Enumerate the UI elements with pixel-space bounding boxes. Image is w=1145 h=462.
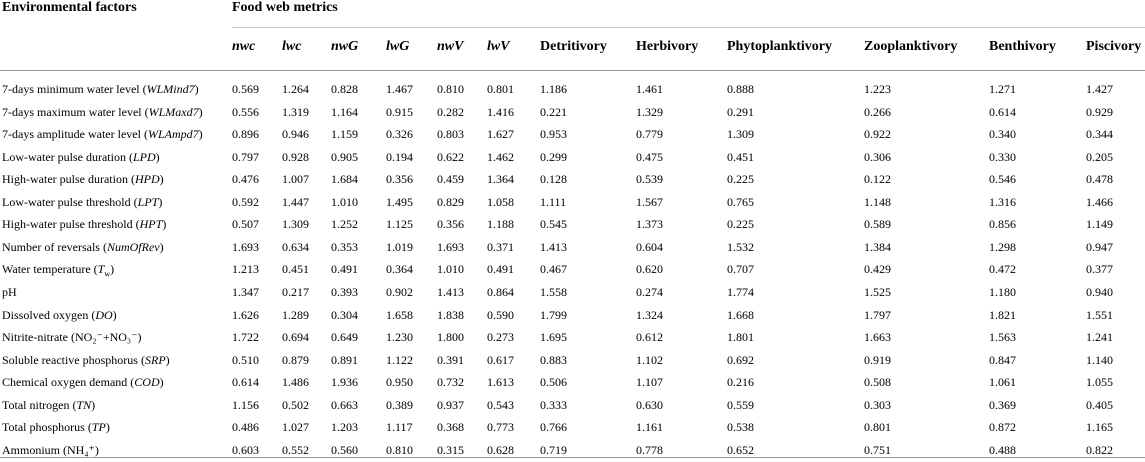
- table-cell: 0.368: [437, 420, 464, 435]
- table-cell: 1.140: [1086, 352, 1113, 367]
- row-label: [2, 285, 17, 299]
- table-cell: 0.612: [636, 330, 663, 345]
- column-header: Herbivory: [636, 39, 699, 54]
- column-header: Detritivory: [540, 39, 607, 54]
- table-cell: 0.810: [386, 442, 413, 457]
- factor-name: Low-water pulse threshold: [2, 194, 131, 209]
- table-row: [0, 101, 1145, 124]
- table-cell: 1.264: [282, 82, 309, 96]
- factor-name: Low-water pulse duration: [2, 149, 126, 164]
- header-divider: [232, 27, 1145, 28]
- table-cell: 0.371: [487, 239, 514, 254]
- table-cell: 0.946: [282, 127, 309, 142]
- table-cell: 0.953: [540, 127, 567, 142]
- table-cell: 1.627: [487, 127, 514, 142]
- table-cell: 0.797: [232, 149, 259, 164]
- table-cell: 0.569: [232, 82, 259, 96]
- table-cell: 0.344: [1086, 127, 1113, 142]
- table-row: [0, 236, 1145, 259]
- column-header: nwV: [437, 39, 464, 54]
- table-cell: 0.560: [331, 442, 358, 457]
- column-header: nwG: [331, 39, 359, 54]
- table-cell: 0.306: [864, 149, 891, 164]
- factor-name: 7-days maximum water level: [2, 104, 142, 119]
- table-cell: 0.476: [232, 172, 259, 187]
- table-cell: 1.486: [282, 375, 309, 390]
- row-label: Number of reversals (NumOfRev): [2, 239, 164, 254]
- table-cell: 1.102: [636, 352, 663, 367]
- table-cell: 1.055: [1086, 375, 1113, 390]
- table-cell: 0.766: [540, 420, 567, 435]
- column-header: Benthivory: [989, 39, 1056, 54]
- row-label: High-water pulse duration (HPD): [2, 172, 164, 187]
- table-cell: 1.319: [282, 104, 309, 119]
- row-label: [2, 443, 99, 457]
- table-row: [0, 281, 1145, 304]
- table-cell: 1.821: [989, 307, 1016, 322]
- table-cell: 1.058: [487, 194, 514, 209]
- factor-abbreviation: HPD: [134, 172, 160, 187]
- table-cell: 1.309: [727, 127, 754, 142]
- row-label: 7-days maximum water level (WLMaxd7): [2, 104, 203, 119]
- table-row: [0, 78, 1145, 101]
- table-cell: 1.230: [386, 330, 413, 345]
- table-cell: 0.508: [864, 375, 891, 390]
- table-cell: 0.649: [331, 330, 358, 345]
- factor-abbreviation: SRP: [144, 352, 166, 367]
- table-cell: 0.273: [487, 330, 514, 345]
- table-cell: 1.010: [437, 262, 464, 277]
- table-cell: 1.122: [386, 352, 413, 367]
- table-cell: 1.252: [331, 217, 358, 232]
- table-cell: 0.356: [386, 172, 413, 187]
- table-cell: 0.303: [864, 397, 891, 412]
- table-cell: 0.391: [437, 352, 464, 367]
- table-cell: 0.340: [989, 127, 1016, 142]
- table-cell: 1.107: [636, 375, 663, 390]
- table-cell: 0.122: [864, 172, 891, 187]
- table-cell: 1.347: [232, 284, 259, 299]
- table-cell: 0.304: [331, 307, 358, 322]
- table-cell: 0.694: [282, 330, 309, 345]
- table-cell: 0.801: [487, 82, 514, 96]
- column-header: nwc: [232, 39, 256, 54]
- table-cell: 0.614: [989, 104, 1016, 119]
- factor-name: pH: [2, 284, 17, 299]
- factor-abbreviation: TN: [76, 397, 92, 412]
- table-cell: 1.188: [487, 217, 514, 232]
- table-cell: 0.922: [864, 127, 891, 142]
- table-cell: 0.940: [1086, 284, 1113, 299]
- table-cell: 1.613: [487, 375, 514, 390]
- table-cell: 0.506: [540, 375, 567, 390]
- table-cell: 1.462: [487, 149, 514, 164]
- table-cell: 1.061: [989, 375, 1016, 390]
- table-bottom-rule: [0, 457, 1145, 458]
- table-cell: 1.693: [232, 239, 259, 254]
- table-cell: 1.180: [989, 284, 1016, 299]
- table-cell: 0.488: [989, 442, 1016, 457]
- row-label: High-water pulse threshold (HPT): [2, 217, 167, 232]
- row-label: Total nitrogen (TN): [2, 397, 96, 412]
- table-cell: 1.413: [437, 284, 464, 299]
- table-cell: 0.891: [331, 352, 358, 367]
- table-row: [0, 394, 1145, 417]
- row-label: Dissolved oxygen (DO): [2, 307, 117, 322]
- table-cell: 0.315: [437, 442, 464, 457]
- table-cell: 0.856: [989, 217, 1016, 232]
- table-row: [0, 213, 1145, 236]
- table-cell: 1.797: [864, 307, 891, 322]
- table-cell: 0.546: [989, 172, 1016, 187]
- table-cell: 0.919: [864, 352, 891, 367]
- table-cell: 0.707: [727, 262, 754, 277]
- table-cell: 0.225: [727, 217, 754, 232]
- table-cell: 1.413: [540, 239, 567, 254]
- table-cell: 1.111: [540, 194, 567, 209]
- table-cell: 1.161: [636, 420, 663, 435]
- table-cell: 1.019: [386, 239, 413, 254]
- table-cell: 0.692: [727, 352, 754, 367]
- table-cell: 1.774: [727, 284, 754, 299]
- table-cell: 0.603: [232, 442, 259, 457]
- table-cell: 0.937: [437, 397, 464, 412]
- table-cell: 1.525: [864, 284, 891, 299]
- column-header: lwc: [282, 39, 302, 54]
- table-cell: 0.393: [331, 284, 358, 299]
- column-header: Zooplanktivory: [864, 39, 958, 54]
- row-label: Chemical oxygen demand (COD): [2, 375, 164, 390]
- factor-abbreviation: LPT: [137, 194, 159, 209]
- table-cell: 1.007: [282, 172, 309, 187]
- row-label: Soluble reactive phosphorus (SRP): [2, 352, 170, 367]
- table-cell: 0.929: [1086, 104, 1113, 119]
- row-label: 7-days minimum water level (WLMind7): [2, 82, 199, 96]
- table-header-top: [0, 0, 1145, 27]
- table-cell: 0.377: [1086, 262, 1113, 277]
- table-row: [0, 439, 1145, 462]
- table-cell: 0.472: [989, 262, 1016, 277]
- factor-abbreviation-subscript: w: [104, 269, 111, 279]
- table-cell: 1.271: [989, 82, 1016, 96]
- table-cell: 0.779: [636, 127, 663, 142]
- table-cell: 1.551: [1086, 307, 1113, 322]
- table-cell: 1.027: [282, 420, 309, 435]
- table-cell: 0.502: [282, 397, 309, 412]
- table-cell: 0.905: [331, 149, 358, 164]
- factor-name: Water temperature: [2, 262, 91, 277]
- table-cell: 0.266: [864, 104, 891, 119]
- table-cell: 0.299: [540, 149, 567, 164]
- table-cell: 1.149: [1086, 217, 1113, 232]
- table-cell: 0.879: [282, 352, 309, 367]
- table-cell: 0.486: [232, 420, 259, 435]
- table-cell: 1.384: [864, 239, 891, 254]
- table-cell: 0.539: [636, 172, 663, 187]
- table-cell: 1.309: [282, 217, 309, 232]
- row-label: Low-water pulse threshold (LPT): [2, 194, 163, 209]
- table-cell: 0.947: [1086, 239, 1113, 254]
- factor-abbreviation: NumOfRev: [106, 239, 160, 254]
- table-cell: 0.543: [487, 397, 514, 412]
- table-cell: 0.778: [636, 442, 663, 457]
- table-cell: 1.373: [636, 217, 663, 232]
- table-cell: 0.507: [232, 217, 259, 232]
- table-cell: 0.389: [386, 397, 413, 412]
- table-cell: 1.466: [1086, 194, 1113, 209]
- table-row: [0, 146, 1145, 169]
- table-cell: 1.427: [1086, 82, 1113, 96]
- table-cell: 1.658: [386, 307, 413, 322]
- table-cell: 1.936: [331, 375, 358, 390]
- table-cell: 1.558: [540, 284, 567, 299]
- table-cell: 0.330: [989, 149, 1016, 164]
- table-cell: 0.478: [1086, 172, 1113, 187]
- table-cell: 1.298: [989, 239, 1016, 254]
- table-cell: 0.765: [727, 194, 754, 209]
- factor-name: Total phosphorus: [2, 420, 85, 435]
- table-cell: 0.751: [864, 442, 891, 457]
- table-cell: 0.559: [727, 397, 754, 412]
- table-cell: 1.532: [727, 239, 754, 254]
- table-row: [0, 349, 1145, 372]
- table-cell: 0.590: [487, 307, 514, 322]
- table-cell: 0.592: [232, 194, 259, 209]
- table-row: [0, 326, 1145, 349]
- table-cell: 0.217: [282, 284, 309, 299]
- table-cell: 1.316: [989, 194, 1016, 209]
- factor-name: Nitrite-nitrate: [2, 330, 68, 345]
- table-cell: 0.773: [487, 420, 514, 435]
- factor-name: Total nitrogen: [2, 397, 70, 412]
- table-cell: 1.223: [864, 82, 891, 96]
- table-cell: 0.801: [864, 420, 891, 435]
- factor-name: High-water pulse duration: [2, 172, 128, 187]
- table-cell: 0.205: [1086, 149, 1113, 164]
- table-row: [0, 304, 1145, 327]
- factor-abbreviation: WLMind7: [146, 82, 195, 96]
- table-cell: 0.620: [636, 262, 663, 277]
- table-cell: 0.545: [540, 217, 567, 232]
- food-web-metrics-header: Food web metrics: [232, 0, 338, 15]
- table-cell: 1.159: [331, 127, 358, 142]
- factor-name: 7-days amplitude water level: [2, 127, 141, 142]
- table-cell: 1.213: [232, 262, 259, 277]
- table-row: [0, 191, 1145, 214]
- table-cell: 0.221: [540, 104, 567, 119]
- table-cell: 0.369: [989, 397, 1016, 412]
- factor-abbreviation: DO: [95, 307, 113, 322]
- table-cell: 1.447: [282, 194, 309, 209]
- factor-abbreviation: TP: [91, 420, 106, 435]
- table-cell: 1.495: [386, 194, 413, 209]
- table-cell: 0.822: [1086, 442, 1113, 457]
- table-cell: 0.604: [636, 239, 663, 254]
- table-cell: 1.329: [636, 104, 663, 119]
- row-label: Water temperature $(T_w)$: [2, 262, 115, 279]
- table-cell: 1.324: [636, 307, 663, 322]
- table-cell: 0.510: [232, 352, 259, 367]
- table-cell: 0.225: [727, 172, 754, 187]
- table-row: [0, 168, 1145, 191]
- table-cell: 1.241: [1086, 330, 1113, 345]
- table-row: [0, 123, 1145, 146]
- table-cell: 1.203: [331, 420, 358, 435]
- table-cell: 1.117: [386, 420, 413, 435]
- factor-abbreviation: HPT: [139, 217, 163, 232]
- table-cell: 0.896: [232, 127, 259, 142]
- table-cell: 1.461: [636, 82, 663, 96]
- table-cell: 0.353: [331, 239, 358, 254]
- table-cell: 0.491: [331, 262, 358, 277]
- table-cell: 1.567: [636, 194, 663, 209]
- table-cell: 1.467: [386, 82, 413, 96]
- table-cell: 0.589: [864, 217, 891, 232]
- table-cell: 1.010: [331, 194, 358, 209]
- table-cell: 0.902: [386, 284, 413, 299]
- table-cell: 1.838: [437, 307, 464, 322]
- row-label: [2, 330, 141, 344]
- table-cell: 0.950: [386, 375, 413, 390]
- row-label: Total phosphorus (TP): [2, 420, 110, 435]
- factor-abbreviation: COD: [134, 375, 160, 390]
- table-cell: 0.719: [540, 442, 567, 457]
- table-cell: 0.282: [437, 104, 464, 119]
- table-cell: 0.128: [540, 172, 567, 187]
- table-cell: 1.800: [437, 330, 464, 345]
- table-cell: 0.451: [282, 262, 309, 277]
- table-cell: 0.475: [636, 149, 663, 164]
- table-cell: 0.405: [1086, 397, 1113, 412]
- column-header: Phytoplanktivory: [727, 39, 833, 54]
- table-cell: 0.864: [487, 284, 514, 299]
- table-cell: 1.156: [232, 397, 259, 412]
- table-cell: 0.491: [487, 262, 514, 277]
- table-cell: 0.333: [540, 397, 567, 412]
- factor-abbreviation: WLAmpd7: [147, 127, 199, 142]
- table-cell: 0.622: [437, 149, 464, 164]
- column-header: lwG: [386, 39, 410, 54]
- factor-name: Number of reversals: [2, 239, 100, 254]
- table-row: [0, 258, 1145, 281]
- table-cell: 1.563: [989, 330, 1016, 345]
- table-cell: 0.828: [331, 82, 358, 96]
- table-cell: 1.289: [282, 307, 309, 322]
- table-cell: 0.628: [487, 442, 514, 457]
- table-cell: 0.364: [386, 262, 413, 277]
- factor-name: Ammonium: [2, 442, 61, 457]
- table-row: [0, 416, 1145, 439]
- table-cell: 0.429: [864, 262, 891, 277]
- factor-name: High-water pulse threshold: [2, 217, 133, 232]
- row-label: 7-days amplitude water level (WLAmpd7): [2, 127, 203, 142]
- table-cell: 0.883: [540, 352, 567, 367]
- table-cell: 0.467: [540, 262, 567, 277]
- table-cell: 1.416: [487, 104, 514, 119]
- environmental-factors-header: Environmental factors: [2, 0, 137, 15]
- table-cell: 1.164: [331, 104, 358, 119]
- column-header-row: [0, 35, 1145, 63]
- table-cell: 0.663: [331, 397, 358, 412]
- factor-name: Chemical oxygen demand: [2, 375, 128, 390]
- table-cell: 0.617: [487, 352, 514, 367]
- table-cell: 1.125: [386, 217, 413, 232]
- table-cell: 0.538: [727, 420, 754, 435]
- table-cell: 1.668: [727, 307, 754, 322]
- row-label: Low-water pulse duration (LPD): [2, 149, 160, 164]
- table-cell: 0.274: [636, 284, 663, 299]
- table-cell: 1.799: [540, 307, 567, 322]
- table-cell: 0.291: [727, 104, 754, 119]
- table-cell: 1.684: [331, 172, 358, 187]
- table-cell: 1.148: [864, 194, 891, 209]
- header-bottom-rule: [0, 70, 1145, 71]
- factor-abbreviation: LPD: [132, 149, 156, 164]
- table-cell: 1.693: [437, 239, 464, 254]
- table-cell: 1.722: [232, 330, 259, 345]
- table-cell: 1.186: [540, 82, 567, 96]
- table-cell: 0.829: [437, 194, 464, 209]
- factor-name: Soluble reactive phosphorus: [2, 352, 138, 367]
- table-cell: 0.634: [282, 239, 309, 254]
- table-cell: 0.810: [437, 82, 464, 96]
- table-cell: 0.194: [386, 149, 413, 164]
- table-cell: 0.326: [386, 127, 413, 142]
- table-cell: 0.732: [437, 375, 464, 390]
- table-cell: 1.626: [232, 307, 259, 322]
- factor-name: Dissolved oxygen: [2, 307, 89, 322]
- table-cell: 0.630: [636, 397, 663, 412]
- table-cell: 0.652: [727, 442, 754, 457]
- table-cell: 0.451: [727, 149, 754, 164]
- table-cell: 1.663: [864, 330, 891, 345]
- factor-formula: (NO₂⁻+NO₃⁻): [70, 330, 142, 345]
- table-cell: 0.556: [232, 104, 259, 119]
- table-cell: 0.928: [282, 149, 309, 164]
- table-cell: 0.216: [727, 375, 754, 390]
- table-row: [0, 371, 1145, 394]
- factor-formula: (NH₄⁺): [63, 442, 99, 457]
- table-cell: 1.695: [540, 330, 567, 345]
- table-cell: 0.872: [989, 420, 1016, 435]
- table-cell: 0.847: [989, 352, 1016, 367]
- table-cell: 0.803: [437, 127, 464, 142]
- table-cell: 0.888: [727, 82, 754, 96]
- table-cell: 0.915: [386, 104, 413, 119]
- factor-abbreviation: WLMaxd7: [148, 104, 199, 119]
- factor-name: 7-days minimum water level: [2, 82, 140, 96]
- table-cell: 0.459: [437, 172, 464, 187]
- table-cell: 1.801: [727, 330, 754, 345]
- table-cell: 1.165: [1086, 420, 1113, 435]
- column-header: Piscivory: [1086, 39, 1142, 54]
- table-cell: 1.364: [487, 172, 514, 187]
- factor-abbreviation: T: [97, 262, 105, 277]
- table-cell: 0.552: [282, 442, 309, 457]
- table-cell: 0.356: [437, 217, 464, 232]
- table-cell: 0.614: [232, 375, 259, 390]
- column-header: lwV: [487, 39, 510, 54]
